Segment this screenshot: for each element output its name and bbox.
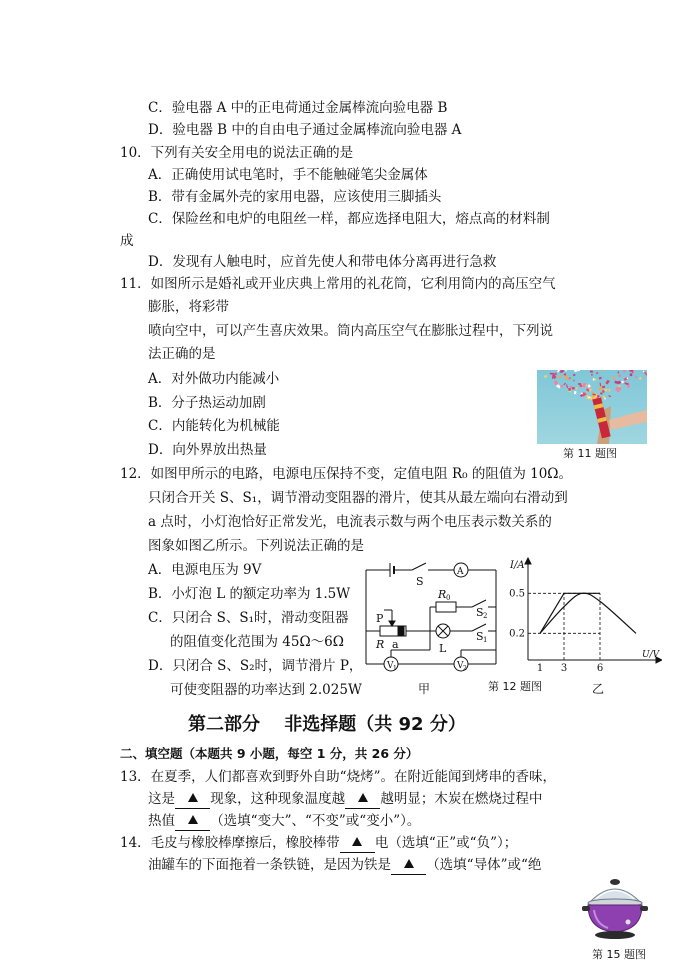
- confetti-piece: [560, 385, 563, 387]
- q11-option-a: A．对外做功内能减小: [148, 371, 280, 387]
- r0-label: R: [438, 588, 447, 601]
- triangle-icon: [358, 793, 368, 802]
- q10-option-a: A．正确使用试电笔时，手不能触碰笔尖金属体: [148, 167, 428, 183]
- q12-figure-caption: 第 12 题图: [488, 680, 542, 693]
- confetti-piece: [572, 387, 575, 390]
- answer-blank: [345, 790, 380, 809]
- triangle-icon: [352, 837, 362, 846]
- q15-figure-caption: 第 15 题图: [592, 948, 646, 961]
- voltmeter-v1-label: V: [387, 661, 394, 671]
- q12-option-c-2: 的阻值变化范围为 45Ω～6Ω: [170, 634, 344, 650]
- q12-stem-3: a 点时，小灯泡恰好正常发光，电流表示数与两个电压表示数关系的: [148, 514, 552, 530]
- q11-figure-caption: 第 11 题图: [563, 447, 617, 460]
- confetti-piece: [588, 385, 591, 388]
- y-tick-label: 0.5: [509, 588, 525, 600]
- part2-title: 第二部分 非选择题（共 92 分）: [188, 714, 466, 735]
- q11-stem-4: 法正确的是: [148, 346, 216, 362]
- point-a-label: a: [392, 638, 399, 651]
- electric-hot-pot-image: [582, 872, 648, 944]
- q9-option-c: C．验电器 A 中的正电荷通过金属棒流向验电器 B: [148, 100, 448, 116]
- switch-s2-label: S: [476, 606, 484, 619]
- switch-s-label: S: [416, 575, 424, 588]
- answer-blank: [391, 856, 426, 875]
- q10-option-c: C．保险丝和电炉的电阻丝一样，都应选择电阻大，熔点高的材料制: [148, 211, 550, 227]
- confetti-piece: [574, 391, 576, 394]
- svg-text:0: 0: [446, 594, 451, 602]
- svg-text:1: 1: [393, 665, 397, 672]
- ammeter-label: A: [457, 567, 464, 577]
- confetti-piece: [580, 385, 583, 387]
- lamp-label: L: [439, 642, 447, 655]
- confetti-piece: [587, 395, 589, 398]
- svg-text:1: 1: [483, 636, 488, 644]
- answer-blank: [340, 834, 375, 853]
- q11-stem-1: 11．如图所示是婚礼或开业庆典上常用的礼花筒，它利用筒内的高压空气: [120, 276, 556, 292]
- q12-option-a: A．电源电压为 9V: [148, 562, 262, 578]
- confetti-piece: [578, 383, 581, 385]
- answer-blank: [175, 812, 210, 831]
- confetti-piece: [570, 386, 572, 388]
- triangle-icon: [188, 793, 198, 802]
- slider-p-label: P: [376, 612, 384, 625]
- q12-option-d-2: 可使变阻器的功率达到 2.025W: [170, 682, 362, 698]
- circuit-diagram: [362, 558, 502, 674]
- confetti-piece: [565, 370, 566, 372]
- x-tick-label: 1: [536, 663, 544, 674]
- confetti-piece: [568, 388, 571, 391]
- confetti-piece: [603, 396, 605, 398]
- q10-option-b: B．带有金属外壳的家用电器，应该使用三脚插头: [148, 189, 442, 205]
- q11-stem-3: 喷向空中，可以产生喜庆效果。筒内高压空气在膨胀过程中，下列说: [148, 323, 553, 339]
- q10-option-d: D．发现有人触电时，应首先使人和带电体分离再进行急救: [148, 254, 497, 270]
- switch-s1-label: S: [476, 630, 484, 643]
- q14-line-2: 油罐车的下面拖着一条铁链，是因为铁是 （选填“导体”或“绝: [148, 857, 542, 873]
- confetti-piece: [597, 395, 598, 398]
- q12-option-c-1: C．只闭合 S、S₁时，滑动变阻器: [148, 610, 349, 626]
- q12-option-d-1: D．只闭合 S、S₂时，调节滑片 P，: [148, 658, 363, 674]
- confetti-piece: [618, 371, 620, 373]
- q13-line-2: 这是 现象，这种现象温度越 越明显；木炭在燃烧过程中: [148, 791, 543, 807]
- q14-line-1: 14．毛皮与橡胶棒摩擦后，橡胶棒带 电（选填“正”或“负”）；: [120, 835, 518, 851]
- series-line-2: [540, 593, 636, 633]
- q10-option-c-cont: 成: [120, 233, 134, 249]
- label-jia: 甲: [418, 682, 431, 696]
- q11-option-d: D．向外界放出热量: [148, 442, 267, 458]
- confetti-piece: [591, 374, 593, 376]
- confetti-piece: [564, 373, 566, 375]
- x-tick-label: 6: [596, 663, 604, 674]
- answer-blank: [175, 790, 210, 809]
- confetti-piece: [590, 371, 593, 373]
- confetti-piece: [588, 397, 590, 399]
- rheostat-r-label: R: [376, 638, 385, 651]
- x-tick-label: 3: [560, 663, 568, 674]
- series-line-1: [540, 593, 600, 633]
- q11-option-b: B．分子热运动加剧: [148, 395, 266, 411]
- label-yi: 乙: [592, 682, 605, 696]
- y-axis-label: I/A: [510, 560, 525, 571]
- confetti-piece: [627, 377, 628, 379]
- q13-line-3: 热值 （选填“变大”、“不变”或“变小”）。: [148, 813, 421, 829]
- q10-stem: 10．下列有关安全用电的说法正确的是: [120, 145, 354, 161]
- q11-stem-2: 膨胀，将彩带: [148, 299, 229, 315]
- svg-text:2: 2: [483, 612, 488, 620]
- confetti-piece: [630, 373, 633, 376]
- confetti-piece: [609, 389, 611, 392]
- triangle-icon: [404, 859, 414, 868]
- q12-stem-2: 只闭合开关 S、S₁，调节滑动变阻器的滑片，使其从最左端向右滑动到: [148, 490, 568, 506]
- triangle-icon: [188, 815, 198, 824]
- y-tick-label: 0.2: [509, 628, 525, 640]
- q12-option-b: B．小灯泡 L 的额定功率为 1.5W: [148, 586, 351, 602]
- confetti-piece: [602, 370, 605, 371]
- q11-option-c: C．内能转化为机械能: [148, 418, 280, 434]
- q13-line-1: 13．在夏季，人们都喜欢到野外自助“烧烤”。在附近能闻到烤串的香味，: [120, 769, 556, 785]
- x-axis-label: U/V: [642, 650, 660, 660]
- confetti-piece: [605, 389, 608, 392]
- q12-stem-1: 12．如图甲所示的电路，电源电压保持不变，定值电阻 R₀ 的阻值为 10Ω。: [120, 466, 572, 482]
- section2-title: 二、填空题（本题共 9 小题，每空 1 分，共 26 分）: [120, 746, 419, 761]
- iu-graph: [508, 556, 662, 676]
- voltmeter-v2-label: V: [457, 661, 464, 671]
- svg-text:2: 2: [463, 665, 467, 672]
- q9-option-d: D．验电器 B 中的自由电子通过金属棒流向验电器 A: [148, 122, 462, 138]
- confetti-cannon-photo: [537, 370, 647, 444]
- q12-stem-4: 图象如图乙所示。下列说法正确的是: [148, 538, 364, 554]
